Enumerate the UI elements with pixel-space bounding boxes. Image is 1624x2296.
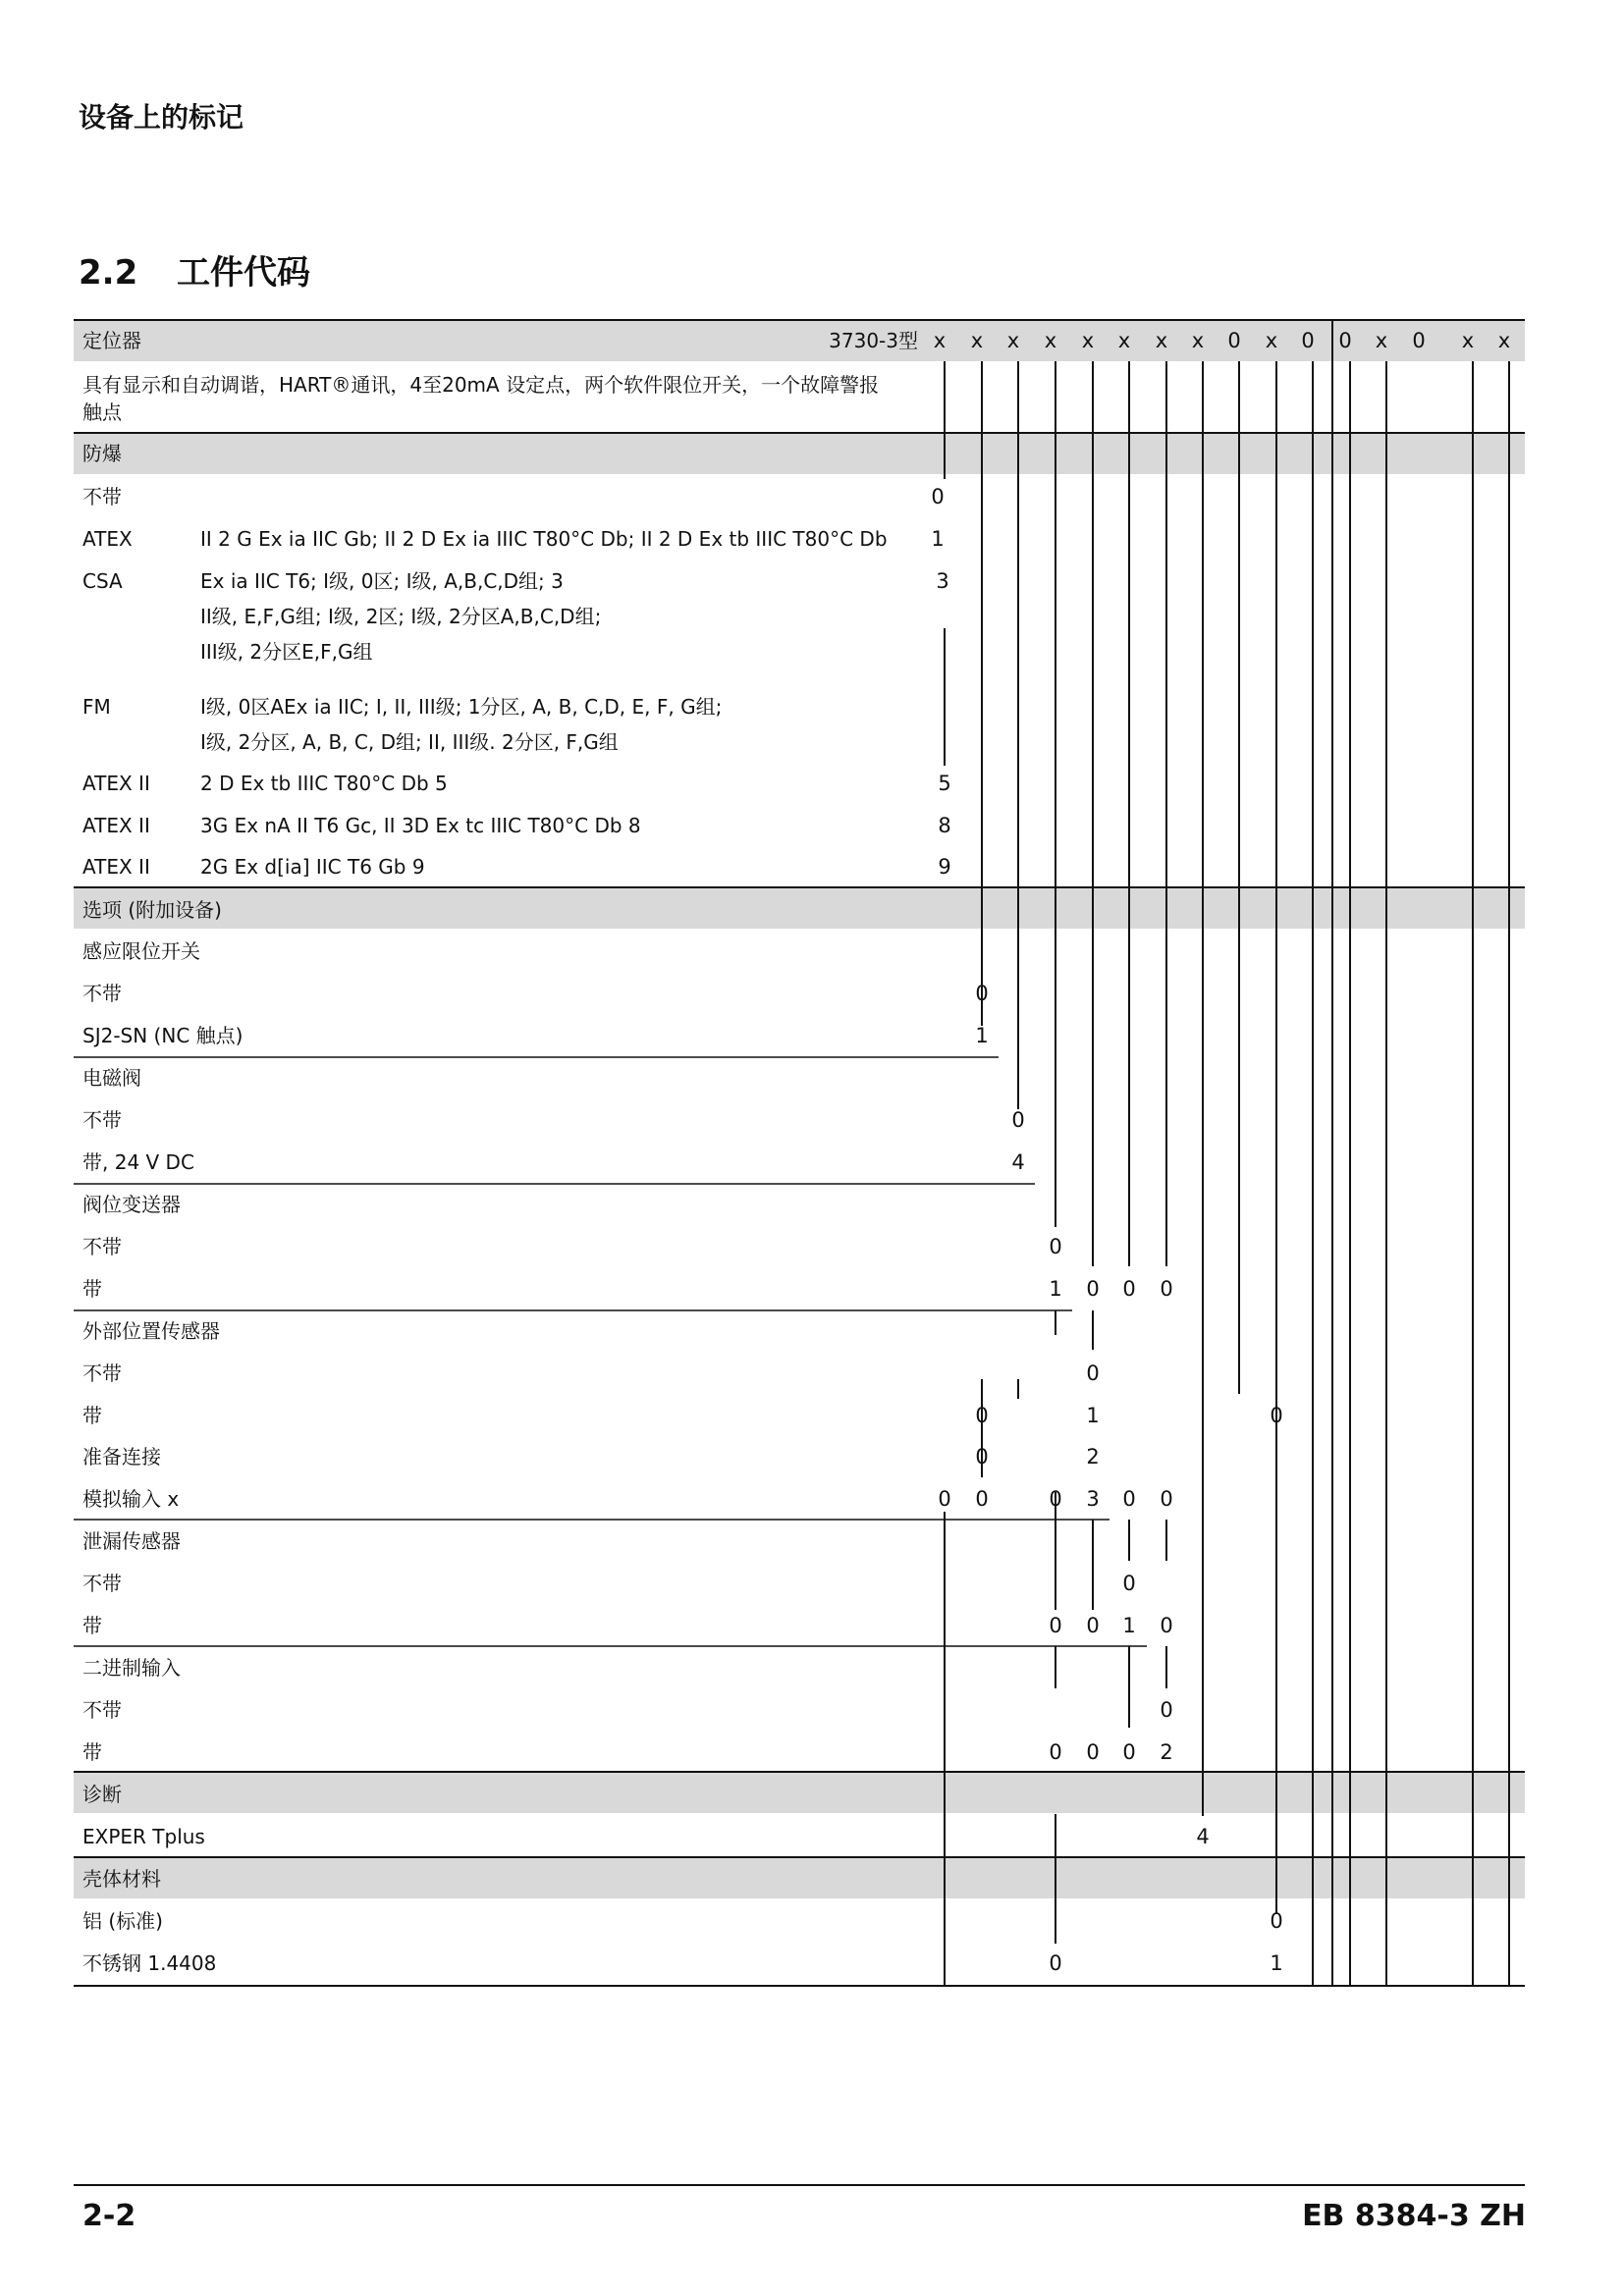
header-bar-diagnosis (74, 1772, 1525, 1813)
subgroup-title: 阀位变送器 (82, 1193, 181, 1216)
code-value: 0 (1086, 1614, 1100, 1637)
row-label: 带 (82, 1404, 102, 1427)
row-desc: I级, 2分区, A, B, C, D组; II, III级. 2分区, F,G组 (200, 730, 619, 754)
code-value: 4 (1011, 1150, 1025, 1174)
code-value: 1 (975, 1024, 989, 1047)
header-code-mark: x (1155, 329, 1168, 352)
code-value: 1 (1086, 1404, 1100, 1427)
code-value: 0 (1049, 1235, 1062, 1258)
header-code-mark: 0 (1338, 329, 1352, 352)
header-code-mark: x (1375, 329, 1388, 352)
subgroup-title: 泄漏传感器 (82, 1529, 181, 1553)
row-desc: 2G Ex d[ia] IIC T6 Gb 9 (200, 855, 425, 879)
row-label: ATEX II (82, 814, 150, 837)
code-value: 0 (938, 1487, 951, 1511)
code-value: 8 (938, 814, 951, 837)
section-number: 2.2 (79, 253, 138, 293)
header-code-mark: x (970, 329, 984, 352)
code-value: 1 (1049, 1277, 1062, 1301)
header-bar-housing (74, 1857, 1525, 1898)
row-label: ATEX II (82, 855, 150, 879)
row-label: EXPER Tplus (82, 1825, 205, 1848)
subgroup-title: 电磁阀 (82, 1066, 141, 1090)
row-label: FM (82, 695, 111, 719)
row-label: 铝 (标准) (82, 1909, 163, 1933)
code-value: 2 (1086, 1445, 1100, 1468)
subgroup-title: 二进制输入 (82, 1656, 181, 1680)
row-desc: II 2 G Ex ia IIC Gb; II 2 D Ex ia IIIC T80°C Db; II 2 D Ex tb IIIC T80°C Db (200, 527, 888, 551)
code-value: 1 (1122, 1614, 1136, 1637)
positioner-label: 定位器 (82, 329, 141, 352)
row-label: 不带 (82, 1572, 122, 1595)
row-label: CSA (82, 569, 123, 593)
row-label: 不带 (82, 1235, 122, 1258)
code-value: 0 (1160, 1487, 1173, 1511)
group-title-explosion: 防爆 (82, 442, 122, 465)
row-label: 不带 (82, 1362, 122, 1385)
header-bar-explosion (74, 433, 1525, 474)
code-value: 0 (931, 485, 945, 508)
code-value: 1 (931, 527, 945, 551)
row-label: ATEX II (82, 772, 150, 795)
code-value: 0 (1160, 1614, 1173, 1637)
header-code-mark: x (1044, 329, 1057, 352)
header-code-mark: x (933, 329, 947, 352)
code-value: 0 (1086, 1277, 1100, 1301)
row-label: ATEX (82, 527, 133, 551)
row-label: 不带 (82, 485, 122, 508)
subgroup-title: 感应限位开关 (82, 939, 200, 963)
code-value: 0 (975, 1487, 989, 1511)
description-line-1: 具有显示和自动调谐，HART®通讯，4至20mA 设定点，两个软件限位开关，一个故障警报 (82, 373, 880, 397)
header-bar-options (74, 887, 1525, 929)
code-value: 0 (1270, 1404, 1283, 1427)
code-value: 0 (1160, 1698, 1173, 1722)
header-code-mark: x (1265, 329, 1278, 352)
row-desc: 3G Ex nA II T6 Gc, II 3D Ex tc IIIC T80°C Db 8 (200, 814, 641, 837)
header-code-mark: 0 (1227, 329, 1241, 352)
code-value: 0 (1122, 1277, 1136, 1301)
running-head: 设备上的标记 (79, 101, 244, 133)
code-value: 0 (975, 1445, 989, 1468)
code-value: 0 (1270, 1909, 1283, 1933)
group-title-housing: 壳体材料 (82, 1867, 161, 1891)
description-line-2: 触点 (82, 400, 122, 424)
code-value: 4 (1196, 1825, 1210, 1848)
row-label: 模拟输入 x (82, 1487, 180, 1511)
code-value: 5 (938, 772, 951, 795)
row-label: 不带 (82, 1698, 122, 1722)
document-id: EB 8384-3 ZH (1302, 2199, 1526, 2233)
code-value: 0 (1049, 1614, 1062, 1637)
code-value: 0 (1122, 1740, 1136, 1764)
header-code-mark: x (1461, 329, 1475, 352)
code-value: 0 (1049, 1487, 1062, 1511)
row-label: 带, 24 V DC (82, 1150, 194, 1174)
header-code-mark: x (1081, 329, 1095, 352)
row-label: 准备连接 (82, 1445, 161, 1468)
page-number: 2-2 (82, 2199, 136, 2233)
row-label: 带 (82, 1740, 102, 1764)
header-code-mark: x (1497, 329, 1511, 352)
column-rules (945, 320, 1509, 1986)
row-label: 不带 (82, 982, 122, 1005)
code-value: 0 (975, 1404, 989, 1427)
group-title-diagnosis: 诊断 (82, 1783, 122, 1806)
code-value: 3 (1086, 1487, 1100, 1511)
row-label: 带 (82, 1277, 102, 1301)
footer-rule (74, 2184, 1525, 2186)
row-label: 不锈钢 1.4408 (82, 1951, 217, 1975)
code-value: 0 (1086, 1362, 1100, 1385)
code-value: 0 (1011, 1108, 1025, 1132)
row-desc: II级, E,F,G组; I级, 2区; I级, 2分区A,B,C,D组; (200, 605, 602, 628)
positioner-type: 3730-3型 (829, 329, 918, 352)
row-desc: I级, 0区AEx ia IIC; I, II, III级; 1分区, A, B, C,D, E, F, G组; (200, 695, 723, 719)
header-code-mark: x (1006, 329, 1020, 352)
row-desc: 2 D Ex tb IIIC T80°C Db 5 (200, 772, 448, 795)
header-code-mark: x (1117, 329, 1131, 352)
subgroup-title: 外部位置传感器 (82, 1319, 220, 1343)
code-value: 0 (1049, 1951, 1062, 1975)
row-desc: Ex ia IIC T6; I级, 0区; I级, A,B,C,D组; 3 (200, 569, 564, 593)
code-value: 0 (1160, 1277, 1173, 1301)
code-value: 0 (1122, 1487, 1136, 1511)
section-title-text: 工件代码 (177, 253, 310, 293)
row-desc: III级, 2分区E,F,G组 (200, 640, 373, 664)
row-label: 不带 (82, 1108, 122, 1132)
group-title-options: 选项 (附加设备) (82, 898, 222, 922)
code-value: 0 (1122, 1572, 1136, 1595)
row-label: SJ2-SN (NC 触点) (82, 1024, 244, 1047)
code-value: 9 (938, 855, 951, 879)
header-code-mark: 0 (1412, 329, 1426, 352)
header-code-mark: x (1191, 329, 1205, 352)
header-code-mark: 0 (1301, 329, 1315, 352)
code-value: 0 (975, 982, 989, 1005)
code-value: 3 (936, 569, 949, 593)
code-value: 0 (1049, 1740, 1062, 1764)
code-value: 1 (1270, 1951, 1283, 1975)
row-label: 带 (82, 1614, 102, 1637)
code-value: 0 (1086, 1740, 1100, 1764)
code-value: 2 (1160, 1740, 1173, 1764)
